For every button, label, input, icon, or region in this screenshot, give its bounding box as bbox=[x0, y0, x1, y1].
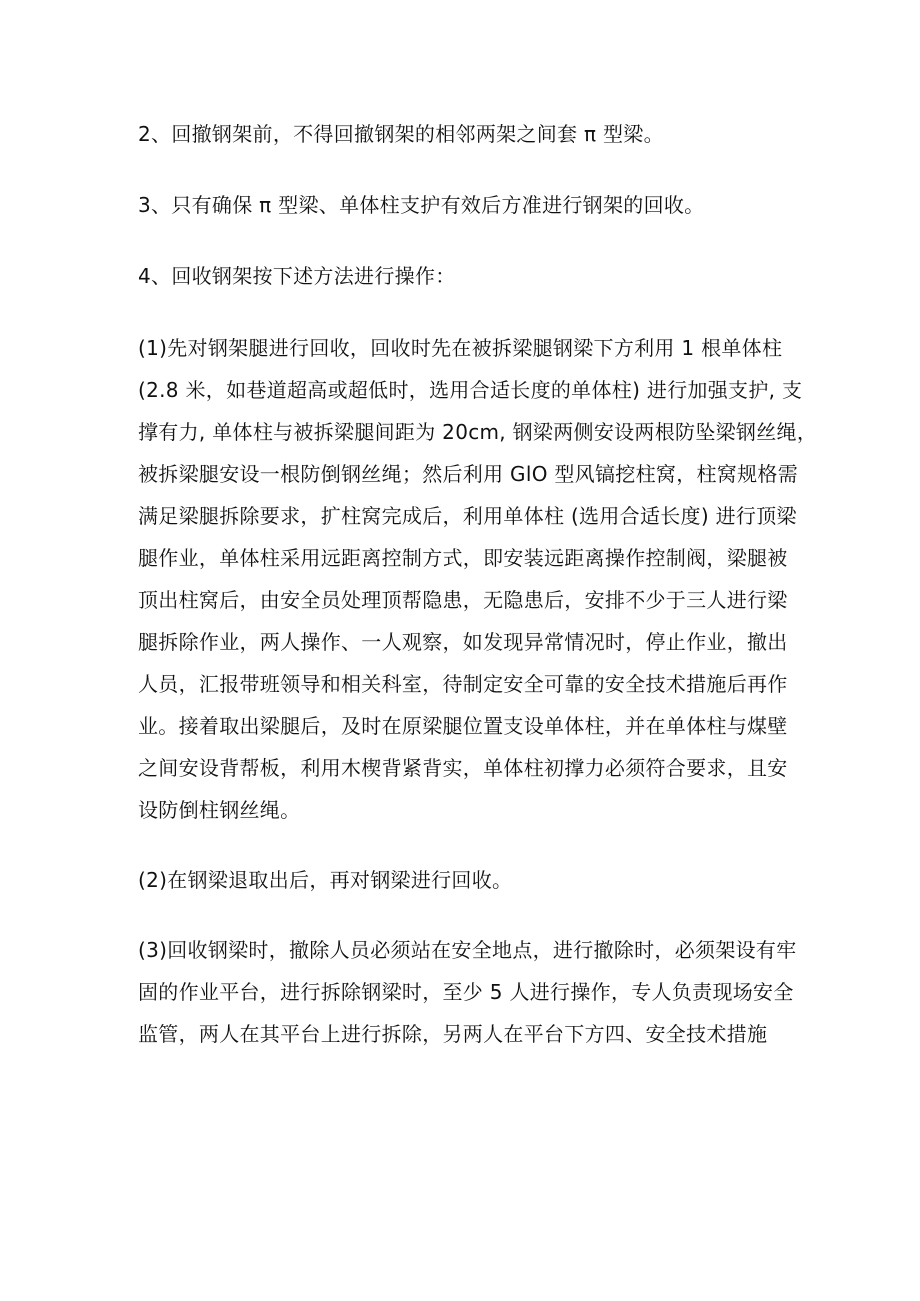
paragraph-sub-3-line: 监管，两人在其平台上进行拆除，另两人在平台下方四、安全技术措施 bbox=[138, 1022, 768, 1046]
paragraph-sub-1-line: 人员，汇报带班领导和相关科室，待制定安全可靠的安全技术措施后再作 bbox=[138, 672, 788, 696]
paragraph-sub-1-line: 满足梁腿拆除要求，扩柱窝完成后，利用单体柱 (选用合适长度) 进行顶梁 bbox=[138, 504, 797, 528]
paragraph-item-3: 3、只有确保 π 型梁、单体柱支护有效后方准进行钢架的回收。 bbox=[138, 193, 705, 217]
paragraph-sub-3-line: (3)回收钢梁时，撤除人员必须站在安全地点，进行撤除时，必须架设有牢 bbox=[138, 938, 797, 962]
paragraph-sub-1-line: (2.8 米，如巷道超高或超低时，选用合适长度的单体柱) 进行加强支护, 支 bbox=[138, 378, 803, 402]
paragraph-sub-1-line: 设防倒柱钢丝绳。 bbox=[138, 798, 301, 822]
paragraph-sub-1-line: 顶出柱窝后，由安全员处理顶帮隐患，无隐患后，安排不少于三人进行梁 bbox=[138, 588, 788, 612]
paragraph-sub-1-line: (1)先对钢架腿进行回收，回收时先在被拆梁腿钢梁下方利用 1 根单体柱 bbox=[138, 336, 783, 360]
paragraph-sub-1-line: 腿作业，单体柱采用远距离控制方式，即安装远距离操作控制阀，梁腿被 bbox=[138, 546, 788, 570]
paragraph-sub-2: (2)在钢梁退取出后，再对钢梁进行回收。 bbox=[138, 868, 513, 892]
paragraph-sub-3-line: 固的作业平台，进行拆除钢梁时，至少 5 人进行操作，专人负责现场安全 bbox=[138, 980, 794, 1004]
paragraph-sub-1-line: 业。接着取出梁腿后，及时在原梁腿位置支设单体柱，并在单体柱与煤壁 bbox=[138, 714, 788, 738]
paragraph-sub-1-line: 之间安设背帮板，利用木楔背紧背实，单体柱初撑力必须符合要求，且安 bbox=[138, 756, 788, 780]
paragraph-item-4: 4、回收钢架按下述方法进行操作： bbox=[138, 264, 456, 288]
paragraph-sub-1-line: 腿拆除作业，两人操作、一人观察，如发现异常情况时，停止作业，撤出 bbox=[138, 630, 788, 654]
paragraph-item-2: 2、回撤钢架前，不得回撤钢架的相邻两架之间套 π 型梁。 bbox=[138, 122, 664, 146]
paragraph-sub-1-line: 撑有力, 单体柱与被拆梁腿间距为 20cm, 钢梁两侧安设两根防坠梁钢丝绳， bbox=[138, 420, 818, 444]
paragraph-sub-1-line: 被拆梁腿安设一根防倒钢丝绳；然后利用 GlO 型风镐挖柱窝，柱窝规格需 bbox=[138, 462, 799, 486]
